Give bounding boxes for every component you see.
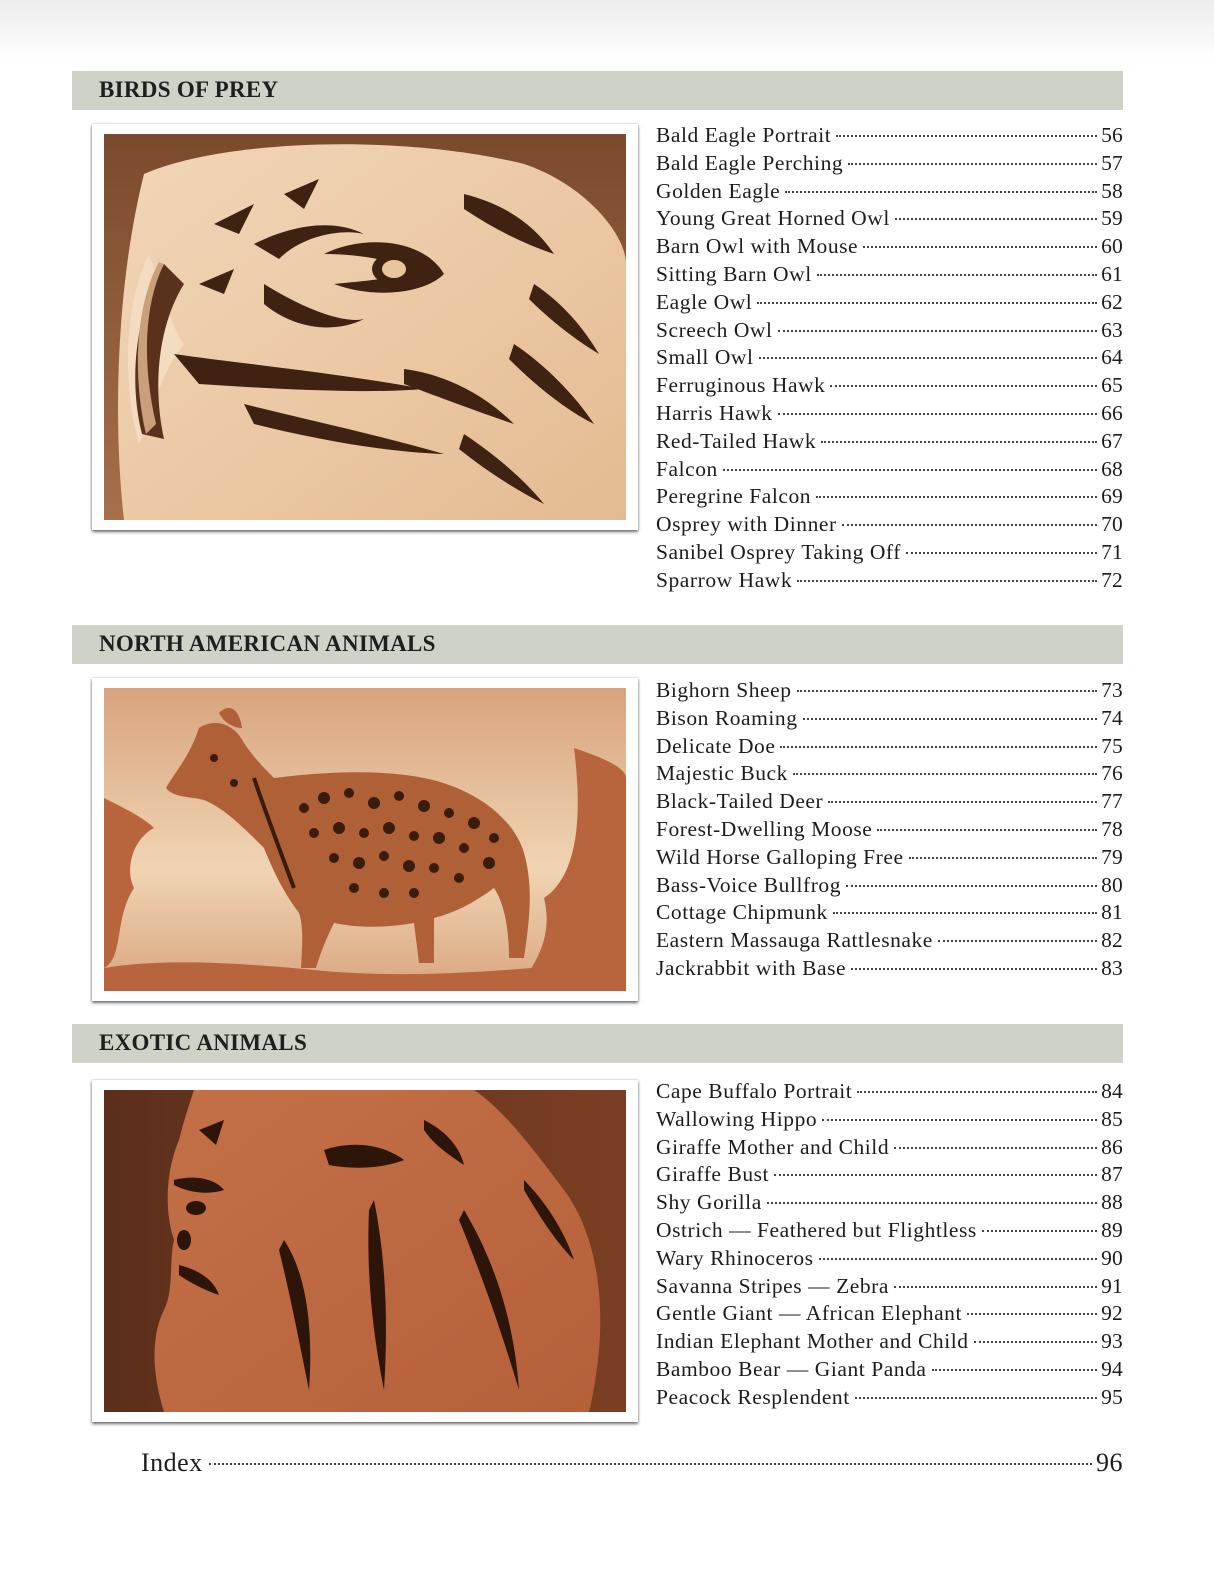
section-title: BIRDS OF PREY <box>99 77 279 102</box>
toc-entry[interactable] <box>656 318 1123 346</box>
page-number: 60 <box>1101 234 1123 259</box>
page-number: 72 <box>1101 567 1123 592</box>
section-header-north-american-animals <box>72 625 1123 664</box>
leader-dots <box>209 1463 1092 1465</box>
page-number: 61 <box>1101 261 1123 286</box>
toc-entry[interactable] <box>656 290 1123 318</box>
page-number: 94 <box>1101 1356 1123 1381</box>
leader-dots <box>759 357 1098 359</box>
toc-entry[interactable] <box>656 373 1123 401</box>
toc-entry[interactable] <box>656 956 1123 984</box>
page-number: 91 <box>1101 1273 1123 1298</box>
toc-entry[interactable] <box>656 206 1123 234</box>
toc-entry[interactable] <box>656 1190 1123 1218</box>
page-number: 75 <box>1101 733 1123 758</box>
page-number: 93 <box>1101 1329 1123 1354</box>
leader-dots <box>778 413 1098 415</box>
entry-title: Osprey with Dinner <box>656 512 837 537</box>
leader-dots <box>906 552 1097 554</box>
entry-title: Bighorn Sheep <box>656 678 792 702</box>
entry-title: Peacock Resplendent <box>656 1384 850 1409</box>
toc-entry[interactable] <box>656 1079 1123 1107</box>
toc-entry[interactable] <box>656 512 1123 540</box>
toc-entry[interactable] <box>656 401 1123 429</box>
leader-dots <box>842 524 1097 526</box>
leader-dots <box>894 1286 1097 1288</box>
leader-dots <box>967 1313 1097 1315</box>
toc-entry-index[interactable] <box>141 1448 1123 1478</box>
page-number: 56 <box>1101 123 1123 147</box>
leader-dots <box>974 1341 1098 1343</box>
leader-dots <box>895 218 1097 220</box>
leader-dots <box>863 246 1097 248</box>
section-header-exotic-animals <box>72 1024 1123 1063</box>
page-number: 76 <box>1101 761 1123 786</box>
entry-title: Ferruginous Hawk <box>656 373 826 398</box>
entry-title: Bamboo Bear — Giant Panda <box>656 1356 927 1381</box>
entry-title: Giraffe Mother and Child <box>656 1134 890 1159</box>
entry-title: Giraffe Bust <box>656 1162 770 1187</box>
entry-title: Black-Tailed Deer <box>656 789 824 814</box>
eagle-fretwork-photo <box>92 124 638 530</box>
page-number: 77 <box>1101 789 1123 814</box>
entry-title: Barn Owl with Mouse <box>656 234 859 259</box>
leader-dots <box>816 496 1097 498</box>
entry-title: Wallowing Hippo <box>656 1106 818 1131</box>
leader-dots <box>848 163 1097 165</box>
toc-north-american-animals <box>656 678 1123 984</box>
entry-title: Jackrabbit with Base <box>656 955 847 980</box>
section-title: NORTH AMERICAN ANIMALS <box>99 631 436 656</box>
gorilla-fretwork-photo <box>92 1080 638 1422</box>
leader-dots <box>793 773 1097 775</box>
toc-entry[interactable] <box>656 1385 1123 1413</box>
entry-title: Bison Roaming <box>656 705 798 730</box>
toc-entry[interactable] <box>656 1107 1123 1135</box>
toc-entry[interactable] <box>656 1329 1123 1357</box>
toc-entry[interactable] <box>656 1135 1123 1163</box>
toc-entry[interactable] <box>656 678 1123 706</box>
page-number: 68 <box>1101 456 1123 481</box>
entry-title: Savanna Stripes — Zebra <box>656 1273 889 1298</box>
entry-title: Cape Buffalo Portrait <box>656 1079 853 1103</box>
entry-title: Golden Eagle <box>656 178 781 203</box>
section-title: EXOTIC ANIMALS <box>99 1030 308 1055</box>
toc-exotic-animals <box>656 1079 1123 1413</box>
leader-dots <box>857 1091 1097 1093</box>
page-number: 89 <box>1101 1217 1123 1242</box>
page-number: 70 <box>1101 512 1123 537</box>
page-number: 85 <box>1101 1106 1123 1131</box>
entry-title: Majestic Buck <box>656 761 788 786</box>
leader-dots <box>767 1202 1097 1204</box>
leader-dots <box>855 1397 1097 1399</box>
entry-title: Shy Gorilla <box>656 1190 762 1215</box>
entry-title: Red-Tailed Hawk <box>656 428 817 453</box>
page-number: 66 <box>1101 400 1123 425</box>
toc-entry[interactable] <box>656 151 1123 179</box>
toc-entry[interactable] <box>656 540 1123 568</box>
page-number: 86 <box>1101 1134 1123 1159</box>
toc-entry[interactable] <box>656 873 1123 901</box>
leader-dots <box>851 968 1097 970</box>
entry-title: Harris Hawk <box>656 400 773 425</box>
page-number: 88 <box>1101 1190 1123 1215</box>
page-number: 80 <box>1101 872 1123 897</box>
entry-title: Ostrich — Feathered but Flightless <box>656 1217 977 1242</box>
doe-carving-image <box>104 688 626 991</box>
toc-entry[interactable] <box>656 457 1123 485</box>
page-number: 95 <box>1101 1384 1123 1409</box>
entry-title: Bass-Voice Bullfrog <box>656 872 842 897</box>
leader-dots <box>821 441 1097 443</box>
gorilla-carving-image <box>104 1090 626 1412</box>
page-number: 64 <box>1101 345 1123 370</box>
page-number: 58 <box>1101 178 1123 203</box>
entry-title: Gentle Giant — African Elephant <box>656 1301 963 1326</box>
leader-dots <box>785 191 1097 193</box>
toc-entry[interactable] <box>656 568 1123 596</box>
toc-entry[interactable] <box>656 900 1123 928</box>
toc-entry[interactable] <box>656 179 1123 207</box>
toc-entry[interactable] <box>656 262 1123 290</box>
page-number: 63 <box>1101 317 1123 342</box>
toc-entry[interactable] <box>656 484 1123 512</box>
toc-entry[interactable] <box>656 1357 1123 1385</box>
toc-entry[interactable] <box>656 1301 1123 1329</box>
page-number: 81 <box>1101 900 1123 925</box>
leader-dots <box>797 580 1097 582</box>
entry-title: Indian Elephant Mother and Child <box>656 1329 969 1354</box>
leader-dots <box>797 690 1098 692</box>
page-number: 65 <box>1101 373 1123 398</box>
leader-dots <box>982 1230 1097 1232</box>
toc-entry[interactable] <box>656 1274 1123 1302</box>
entry-title: Sparrow Hawk <box>656 567 793 592</box>
entry-title: Sanibel Osprey Taking Off <box>656 539 901 564</box>
page-number: 79 <box>1101 844 1123 869</box>
leader-dots <box>909 857 1098 859</box>
page-number: 83 <box>1101 955 1123 980</box>
page-number: 62 <box>1101 289 1123 314</box>
page-number: 73 <box>1101 678 1123 702</box>
page-number: 74 <box>1101 705 1123 730</box>
leader-dots <box>774 1174 1097 1176</box>
leader-dots <box>830 385 1097 387</box>
page-number: 59 <box>1101 206 1123 231</box>
toc-entry[interactable] <box>656 928 1123 956</box>
page-number: 90 <box>1101 1245 1123 1270</box>
entry-title: Small Owl <box>656 345 754 370</box>
toc-entry[interactable] <box>656 123 1123 151</box>
leader-dots <box>817 274 1097 276</box>
leader-dots <box>833 912 1097 914</box>
entry-title: Eastern Massauga Rattlesnake <box>656 928 933 953</box>
section-header-birds-of-prey <box>72 71 1123 110</box>
page-number: 87 <box>1101 1162 1123 1187</box>
leader-dots <box>803 718 1098 720</box>
toc-entry[interactable] <box>656 734 1123 762</box>
leader-dots <box>822 1119 1097 1121</box>
page-number: 67 <box>1101 428 1123 453</box>
entry-title: Falcon <box>656 456 718 481</box>
entry-title: Cottage Chipmunk <box>656 900 828 925</box>
page-top-shade <box>0 0 1214 60</box>
entry-title: Young Great Horned Owl <box>656 206 890 231</box>
toc-entry[interactable] <box>656 1162 1123 1190</box>
leader-dots <box>723 469 1097 471</box>
entry-title: Wary Rhinoceros <box>656 1245 814 1270</box>
entry-title: Delicate Doe <box>656 733 776 758</box>
page-number: 84 <box>1101 1079 1123 1103</box>
entry-title: Sitting Barn Owl <box>656 261 812 286</box>
leader-dots <box>932 1369 1098 1371</box>
toc-entry[interactable] <box>656 1218 1123 1246</box>
toc-entry[interactable] <box>656 1246 1123 1274</box>
leader-dots <box>877 829 1097 831</box>
toc-entry[interactable] <box>656 429 1123 457</box>
page-number: 82 <box>1101 928 1123 953</box>
toc-entry[interactable] <box>656 817 1123 845</box>
leader-dots <box>819 1258 1098 1260</box>
leader-dots <box>894 1147 1097 1149</box>
leader-dots <box>778 330 1098 332</box>
entry-title: Peregrine Falcon <box>656 484 812 509</box>
leader-dots <box>846 885 1097 887</box>
toc-entry[interactable] <box>656 234 1123 262</box>
leader-dots <box>780 746 1097 748</box>
leader-dots <box>836 135 1097 137</box>
toc-birds-of-prey <box>656 123 1123 596</box>
leader-dots <box>757 302 1097 304</box>
doe-fretwork-photo <box>92 678 638 1001</box>
entry-title: Eagle Owl <box>656 289 753 314</box>
entry-title: Forest-Dwelling Moose <box>656 816 873 841</box>
entry-title: Screech Owl <box>656 317 773 342</box>
entry-title: Index <box>141 1448 203 1477</box>
toc-entry[interactable] <box>656 761 1123 789</box>
page-number: 92 <box>1101 1301 1123 1326</box>
leader-dots <box>828 801 1097 803</box>
page-number: 69 <box>1101 484 1123 509</box>
toc-entry[interactable] <box>656 345 1123 373</box>
entry-title: Bald Eagle Perching <box>656 150 844 175</box>
entry-title: Wild Horse Galloping Free <box>656 844 904 869</box>
page-number: 71 <box>1101 539 1123 564</box>
page-number: 96 <box>1096 1448 1123 1477</box>
toc-entry[interactable] <box>656 789 1123 817</box>
page-number: 78 <box>1101 816 1123 841</box>
entry-title: Bald Eagle Portrait <box>656 123 832 147</box>
leader-dots <box>938 940 1097 942</box>
eagle-carving-image <box>104 134 626 520</box>
page-number: 57 <box>1101 150 1123 175</box>
toc-entry[interactable] <box>656 706 1123 734</box>
toc-entry[interactable] <box>656 845 1123 873</box>
